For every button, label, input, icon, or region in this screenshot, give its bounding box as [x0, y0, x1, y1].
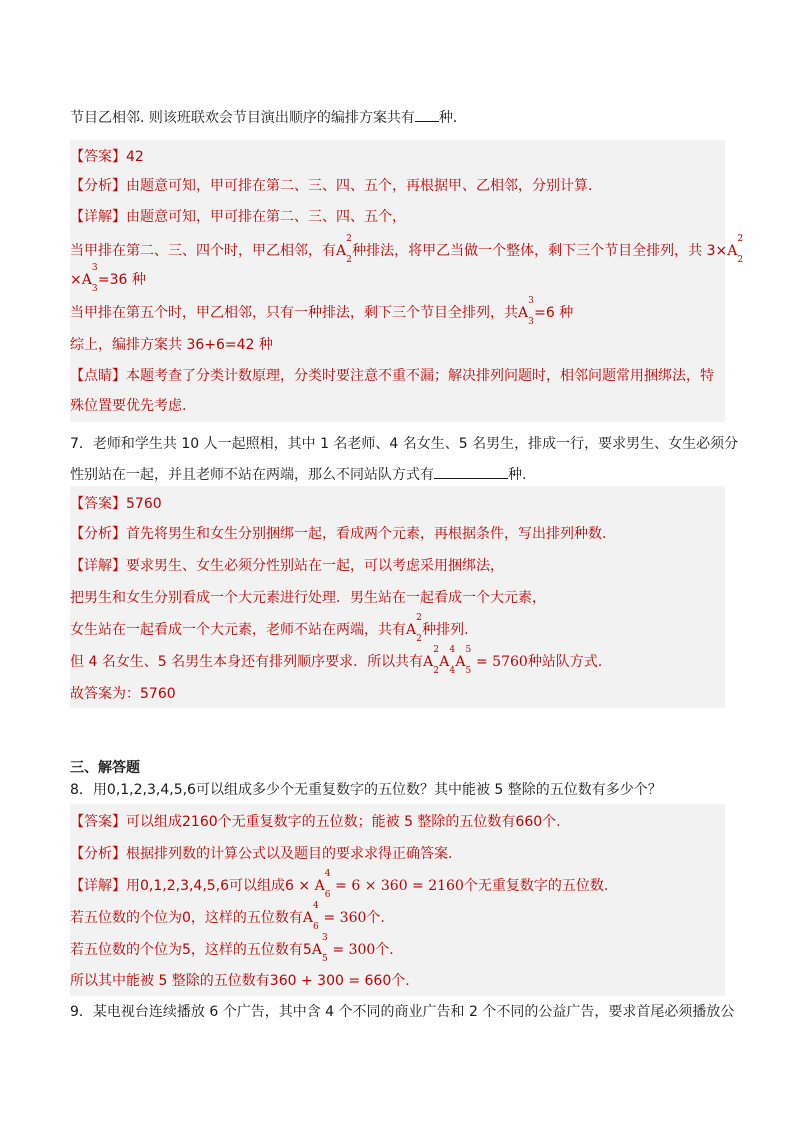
- analysis-label: 【分析】由题意可知，甲可排在第二、三、四、五个，再根据甲、乙相邻，分别计算.: [70, 178, 593, 194]
- solution-box-q8: [70, 804, 725, 996]
- answer-label: 【答案】5760: [70, 496, 162, 512]
- answer-label: 【答案】42: [70, 149, 144, 165]
- detail-label: 【详解】由题意可知，甲可排在第二、三、四、五个，: [70, 209, 406, 225]
- permutation-symbol: A 5 5: [455, 645, 472, 676]
- permutation-symbol: A 2 2: [406, 613, 422, 644]
- detail-line: 若五位数的个位为0，这样的五位数有A 4 6 = 360个.: [70, 901, 385, 932]
- comment-line: 殊位置要优先考虑.: [70, 398, 187, 414]
- question-6-tail: [70, 107, 457, 128]
- question-8: 8．用0,1,2,3,4,5,6可以组成多少个无重复数字的五位数？其中能被 5 整除的五位数有多少个？: [70, 782, 662, 798]
- final-answer: 故答案为：5760: [70, 686, 176, 702]
- permutation-symbol: A 4 6: [302, 901, 319, 932]
- analysis-label: 【分析】首先将男生和女生分别捆绑一起，看成两个元素，再根据条件，写出排列种数.: [70, 526, 607, 542]
- permutation-symbol: A 4 6: [314, 869, 331, 900]
- answer-blank: [415, 107, 439, 122]
- permutation-symbol: A 2 2: [423, 645, 440, 676]
- permutation-symbol: A 3 3: [518, 296, 534, 327]
- answer-blank: [434, 464, 508, 479]
- detail-line: ×A 3 3 =36 种: [70, 263, 146, 294]
- question-9: 9．某电视台连续播放 6 个广告，其中含 4 个不同的商业广告和 2 个不同的公益广告，要求首尾必须播放公: [70, 1004, 735, 1020]
- analysis-label: 【分析】根据排列数的计算公式以及题目的要求求得正确答案.: [70, 846, 453, 862]
- section-heading: 三、解答题: [70, 760, 140, 776]
- detail-line: 把男生和女生分别看成一个大元素进行处理．男生站在一起看成一个大元素，: [70, 590, 546, 606]
- detail-label: 【详解】用0,1,2,3,4,5,6可以组成6 × A 4 6 = 6 × 360 = 2160个无重复数字的五位数.: [70, 869, 609, 900]
- permutation-symbol: A 4 4: [439, 645, 456, 676]
- permutation-symbol: A 2 2: [727, 234, 744, 265]
- detail-line: 当甲排在第五个时，甲乙相邻，只有一种排法，剩下三个节目全排列，共A 3 3 =6 种: [70, 296, 574, 327]
- detail-line: 当甲排在第二、三、四个时，甲乙相邻，有A 2 2 种排法，将甲乙当做一个整体，剩下三个节目全排列，共 3×A 2 2: [70, 234, 744, 265]
- detail-label: 【详解】要求男生、女生必须分性别站在一起，可以考虑采用捆绑法，: [70, 558, 504, 574]
- detail-line: 若五位数的个位为5，这样的五位数有5A 3 5 = 300个.: [70, 933, 394, 964]
- question-text-end: 种.: [438, 110, 458, 126]
- question-7: 7．老师和学生共 10 人一起照相，其中 1 名老师、4 名女生、5 名男生，排成一行，要求男生、女生必须分: [70, 436, 739, 452]
- permutation-symbol: A 3 3: [81, 263, 98, 294]
- question-7-line2: 性别站在一起，并且老师不站在两端，那么不同站队方式有 种.: [70, 464, 526, 485]
- permutation-symbol: A 3 5: [311, 933, 328, 964]
- question-text: 节目乙相邻. 则该班联欢会节目演出顺序的编排方案共有: [70, 110, 415, 126]
- permutation-symbol: A 2 2: [336, 234, 352, 265]
- detail-line: 但 4 名女生、5 名男生本身还有排列顺序要求．所以共有A 2 2 A 4 4 A 5 5 = 5760种站队方式.: [70, 645, 603, 676]
- comment-label: 【点睛】本题考查了分类计数原理，分类时要注意不重不漏；解决排列问题时，相邻问题常用捆绑法，特: [70, 368, 714, 384]
- detail-line: 综上，编排方案共 36+6=42 种: [70, 337, 273, 353]
- detail-line: 女生站在一起看成一个大元素，老师不站在两端，共有A 2 2 种排列.: [70, 613, 469, 644]
- detail-line: 所以其中能被 5 整除的五位数有360 + 300 = 660个.: [70, 973, 410, 989]
- answer-label: 【答案】可以组成2160个无重复数字的五位数；能被 5 整除的五位数有660个.: [70, 814, 561, 830]
